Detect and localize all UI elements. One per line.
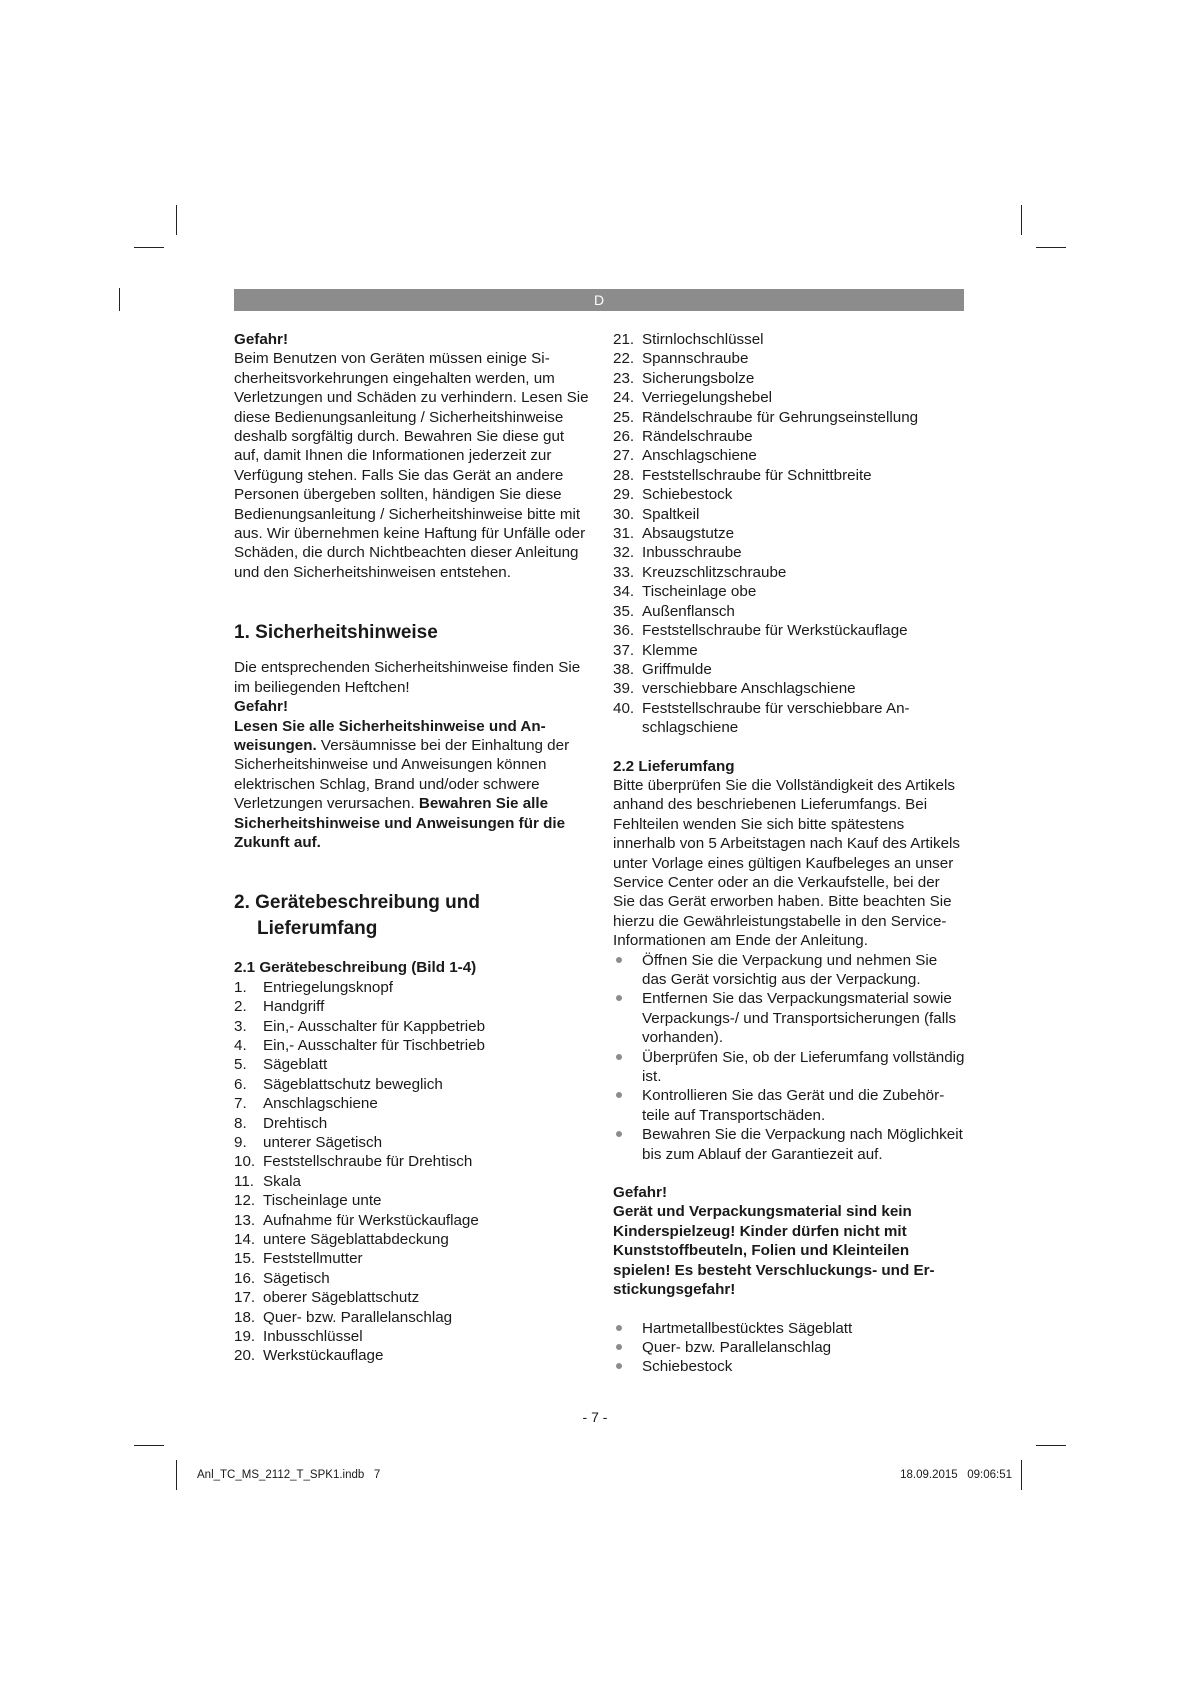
part-number: 33. bbox=[613, 563, 635, 581]
part-number: 28. bbox=[613, 466, 635, 484]
section-1-title: Sicherheitshinweise bbox=[255, 622, 438, 644]
part-label: oberer Sägeblattschutz bbox=[263, 1289, 420, 1307]
part-number: 27. bbox=[613, 447, 635, 465]
section-1-intro: Die entsprechenden Sicherheitshinweise finden Sie im beiliegenden Heftchen! bbox=[234, 659, 581, 696]
bullet-text: Bewahren Sie die Verpackung nach Möglichkeit bis zum Ablauf der Garantiezeit auf. bbox=[642, 1126, 963, 1163]
part-number: 2. bbox=[234, 998, 247, 1016]
part-label: Kreuzschlitzschraube bbox=[642, 563, 787, 581]
part-number: 12. bbox=[234, 1192, 256, 1210]
part-list-item bbox=[234, 1172, 589, 1191]
part-list-item bbox=[234, 978, 589, 997]
part-label: Skala bbox=[263, 1172, 301, 1190]
part-label: Inbusschlüssel bbox=[263, 1328, 363, 1346]
part-list-item bbox=[613, 330, 965, 349]
bullet-text: Entfernen Sie das Verpackungsmaterial sowie Verpackungs-/ und Transportsicherungen (falls vorhanden). bbox=[642, 990, 957, 1047]
bullet-list-item bbox=[613, 951, 965, 990]
part-label: Spaltkeil bbox=[642, 505, 700, 523]
part-list-item bbox=[234, 1308, 589, 1327]
warning-heading: Gefahr! bbox=[613, 1184, 668, 1202]
crop-mark bbox=[1036, 1445, 1066, 1446]
part-list-item bbox=[613, 369, 965, 388]
part-number: 32. bbox=[613, 544, 635, 562]
page-number: - 7 - bbox=[582, 1409, 608, 1425]
part-label: Rändelschraube bbox=[642, 428, 753, 446]
part-label: Stirnlochschlüssel bbox=[642, 331, 764, 348]
warning-text: Gerät und Verpackungsmaterial sind kein Kinderspielzeug! Kinder dürfen nicht mit Kunststoffbeuteln, Folien und Kleinteilen spielen! Es besteht Verschluckungs- und Erstickungsgefahr! bbox=[613, 1203, 935, 1299]
language-header-bar bbox=[234, 289, 964, 311]
bullet-list-item bbox=[613, 1319, 965, 1338]
crop-mark bbox=[176, 205, 177, 235]
bullet-list-item bbox=[613, 1086, 965, 1125]
part-number: 20. bbox=[234, 1347, 256, 1365]
part-list-item bbox=[613, 349, 965, 368]
part-list-item bbox=[234, 1346, 589, 1365]
section-1-normal: Versäumnisse bei der Einhaltung der Sicherheitshinweise und Anweisungen können elektrischen Schlag, Brand und/oder schwere Verletzungen verursachen. bbox=[234, 736, 570, 813]
part-label: Drehtisch bbox=[263, 1114, 328, 1132]
part-number: 31. bbox=[613, 525, 635, 543]
part-list-item bbox=[234, 1249, 589, 1268]
part-number: 8. bbox=[234, 1114, 247, 1132]
part-label: Sägeblatt bbox=[263, 1056, 328, 1074]
footer-file-name: Anl_TC_MS_2112_T_SPK1.indb 7 bbox=[197, 1469, 381, 1481]
bullet-text: Hartmetallbestücktes Sägeblatt bbox=[642, 1319, 853, 1337]
part-list-item bbox=[613, 408, 965, 427]
part-label: Spannschraube bbox=[642, 350, 749, 368]
parts-list-left bbox=[234, 978, 589, 1366]
part-label: Werkstückauflage bbox=[263, 1347, 384, 1365]
part-list-item bbox=[234, 1036, 589, 1055]
left-column bbox=[234, 330, 589, 1366]
part-list-item bbox=[234, 1055, 589, 1074]
part-list-item bbox=[234, 1094, 589, 1113]
part-number: 7. bbox=[234, 1095, 247, 1113]
section-1-bold-a: Lesen Sie alle Sicherheitshinweise und Anweisungen. bbox=[234, 717, 546, 754]
section-2-heading bbox=[234, 890, 589, 942]
right-column bbox=[613, 330, 965, 1377]
subsection-2-1-title: 2.1 Gerätebeschreibung (Bild 1-4) bbox=[234, 959, 477, 977]
part-label: Entriegelungsknopf bbox=[263, 978, 394, 996]
part-number: 13. bbox=[234, 1211, 256, 1229]
scope-of-delivery-list bbox=[613, 1319, 965, 1377]
part-label: Feststellschraube für Drehtisch bbox=[263, 1153, 473, 1171]
crop-mark bbox=[119, 288, 120, 311]
language-code: D bbox=[593, 292, 605, 308]
part-number: 5. bbox=[234, 1056, 247, 1074]
section-1-danger-heading: Gefahr! bbox=[234, 698, 289, 716]
bullet-list-item bbox=[613, 1048, 965, 1087]
part-number: 1. bbox=[234, 978, 247, 996]
part-number: 16. bbox=[234, 1269, 256, 1287]
bullet-list-item bbox=[613, 1357, 965, 1376]
part-list-item bbox=[234, 1230, 589, 1249]
part-number: 36. bbox=[613, 622, 635, 640]
part-number: 37. bbox=[613, 641, 635, 659]
part-label: unterer Sägetisch bbox=[263, 1134, 383, 1151]
section-1-bold-b: Bewahren Sie alle Sicherheitshinweise und Anweisungen für die Zukunft auf. bbox=[234, 795, 566, 851]
subsection-2-2-title: 2.2 Lieferumfang bbox=[613, 757, 735, 775]
part-label: Außenflansch bbox=[642, 602, 735, 620]
part-number: 19. bbox=[234, 1328, 256, 1346]
part-label: Schiebestock bbox=[642, 486, 733, 504]
part-label: Sicherungsbolze bbox=[642, 369, 755, 387]
part-label: Absaugstutze bbox=[642, 525, 735, 543]
part-list-item bbox=[613, 641, 965, 660]
part-number: 40. bbox=[613, 699, 635, 717]
part-number: 35. bbox=[613, 602, 635, 620]
part-number: 23. bbox=[613, 369, 635, 387]
section-2-title-line-2: Lieferumfang bbox=[257, 918, 378, 940]
part-number: 17. bbox=[234, 1289, 256, 1307]
part-number: 14. bbox=[234, 1231, 256, 1249]
part-list-item bbox=[234, 1211, 589, 1230]
part-number: 38. bbox=[613, 660, 635, 678]
part-label: Feststellschraube für verschiebbare Anschlagschiene bbox=[642, 699, 910, 737]
crop-mark bbox=[134, 1445, 164, 1446]
crop-mark bbox=[176, 1460, 177, 1490]
part-label: Sägetisch bbox=[263, 1269, 330, 1287]
crop-mark bbox=[1021, 1460, 1022, 1490]
bullet-icon bbox=[616, 1054, 622, 1060]
bullet-icon bbox=[616, 1344, 622, 1350]
bullet-icon bbox=[616, 957, 622, 963]
bullet-text: Öffnen Sie die Verpackung und nehmen Sie das Gerät vorsichtig aus der Verpackung. bbox=[642, 951, 938, 988]
part-number: 3. bbox=[234, 1017, 247, 1035]
bullet-text: Kontrollieren Sie das Gerät und die Zubehörteile auf Transportschäden. bbox=[642, 1087, 945, 1124]
part-list-item bbox=[234, 997, 589, 1016]
part-list-item bbox=[234, 1075, 589, 1094]
part-number: 26. bbox=[613, 428, 635, 446]
part-list-item bbox=[613, 582, 965, 601]
part-list-item bbox=[613, 524, 965, 543]
part-label: Feststellschraube für Werkstückauflage bbox=[642, 622, 908, 640]
part-number: 4. bbox=[234, 1036, 247, 1054]
part-number: 6. bbox=[234, 1075, 247, 1093]
part-label: Feststellschraube für Schnittbreite bbox=[642, 466, 872, 484]
crop-mark bbox=[1036, 247, 1066, 248]
part-number: 29. bbox=[613, 486, 635, 504]
part-list-item bbox=[613, 427, 965, 446]
bullet-icon bbox=[616, 1363, 622, 1369]
crop-mark bbox=[1021, 205, 1022, 235]
bullet-list-item bbox=[613, 1338, 965, 1357]
part-list-item bbox=[613, 466, 965, 485]
part-list-item bbox=[234, 1269, 589, 1288]
footer-timestamp: 18.09.2015 09:06:51 bbox=[900, 1469, 1012, 1481]
part-list-item bbox=[613, 388, 965, 407]
bullet-icon bbox=[616, 1325, 622, 1331]
danger-heading: Gefahr! bbox=[234, 331, 289, 348]
part-list-item bbox=[613, 446, 965, 465]
part-label: Rändelschraube für Gehrungseinstellung bbox=[642, 408, 919, 426]
part-number: 15. bbox=[234, 1250, 256, 1268]
bullet-text: Schiebestock bbox=[642, 1358, 733, 1376]
part-list-item bbox=[613, 621, 965, 640]
danger-text: Beim Benutzen von Geräten müssen einige Sicherheitsvorkehrungen eingehalten werden, um Verletzungen und Schäden zu verhindern. Lesen Sie diese Bedienungsanleitung / Sicherheitshinweise deshalb sorgfältig durch. Bewahren Sie diese gut auf, damit Ihnen die Informationen jederzeit zur Verfügung stehen. Falls Sie das Gerät an andere Personen übergeben sollten, händigen Sie diese Bedienungsanleitung / Sicherheitshinweise bitte mit aus. Wir übernehmen keine Haftung für Unfälle oder Schäden, die durch Nichtbeachten dieser Anleitung und den Sicherheitshinweisen entstehen. bbox=[234, 350, 589, 581]
bullet-list-item bbox=[613, 989, 965, 1047]
part-number: 34. bbox=[613, 583, 635, 601]
part-list-item bbox=[234, 1133, 589, 1152]
part-list-item bbox=[234, 1017, 589, 1036]
part-label: Sägeblattschutz beweglich bbox=[263, 1075, 443, 1093]
part-label: Handgriff bbox=[263, 998, 325, 1016]
crop-mark bbox=[134, 247, 164, 248]
part-list-item bbox=[613, 602, 965, 621]
part-label: Ein,- Ausschalter für Kappbetrieb bbox=[263, 1017, 486, 1035]
part-list-item bbox=[234, 1191, 589, 1210]
part-label: Quer- bzw. Parallelanschlag bbox=[263, 1308, 453, 1326]
part-label: untere Sägeblattabdeckung bbox=[263, 1231, 449, 1249]
part-label: Griffmulde bbox=[642, 660, 712, 678]
part-label: Aufnahme für Werkstückauflage bbox=[263, 1211, 479, 1229]
delivery-text: Bitte überprüfen Sie die Vollständigkeit des Artikels anhand des beschriebenen Lieferumfangs. Bei Fehlteilen wenden Sie sich bitte spätestens innerhalb von 5 Arbeitstagen nach Kauf des Artikels unter Vorlage eines gültigen Kaufbeleges an unser Service Center oder an die Verkaufstelle, bei der Sie das Gerät erworben haben. Bitte beachten Sie hierzu die Gewährleistungstabelle in den Service-Informationen am Ende der Anleitung. bbox=[613, 776, 961, 950]
section-1-warning-paragraph bbox=[234, 717, 589, 853]
part-number: 10. bbox=[234, 1153, 256, 1171]
part-label: Ein,- Ausschalter für Tischbetrieb bbox=[263, 1036, 486, 1054]
bullet-text: Überprüfen Sie, ob der Lieferumfang vollständig ist. bbox=[642, 1048, 965, 1086]
parts-list-right bbox=[613, 330, 965, 738]
part-list-item bbox=[234, 1152, 589, 1171]
part-label: Klemme bbox=[642, 641, 698, 659]
bullet-icon bbox=[616, 1092, 622, 1098]
part-list-item bbox=[613, 660, 965, 679]
part-label: Feststellmutter bbox=[263, 1250, 363, 1268]
part-number: 25. bbox=[613, 408, 635, 426]
part-number: 39. bbox=[613, 680, 635, 698]
part-list-item bbox=[234, 1327, 589, 1346]
part-label: Inbusschraube bbox=[642, 544, 742, 562]
part-list-item bbox=[234, 1288, 589, 1307]
delivery-steps-list bbox=[613, 951, 965, 1164]
part-number: 18. bbox=[234, 1308, 256, 1326]
bullet-text: Quer- bzw. Parallelanschlag bbox=[642, 1338, 832, 1356]
part-number: 21. bbox=[613, 331, 635, 348]
part-list-item bbox=[613, 679, 965, 698]
part-list-item bbox=[613, 485, 965, 504]
part-label: Anschlagschiene bbox=[263, 1095, 378, 1113]
part-number: 30. bbox=[613, 505, 635, 523]
section-2-title-line-1: 2. Gerätebeschreibung und bbox=[234, 892, 480, 914]
part-list-item bbox=[613, 563, 965, 582]
part-number: 11. bbox=[234, 1172, 254, 1190]
part-list-item bbox=[613, 505, 965, 524]
part-list-item bbox=[613, 543, 965, 562]
bullet-icon bbox=[616, 1131, 622, 1137]
part-label: Tischeinlage unte bbox=[263, 1192, 382, 1210]
bullet-list-item bbox=[613, 1125, 965, 1164]
part-label: Verriegelungshebel bbox=[642, 389, 773, 407]
bullet-icon bbox=[616, 995, 622, 1001]
part-list-item bbox=[234, 1114, 589, 1133]
section-1-heading bbox=[234, 620, 589, 646]
part-number: 22. bbox=[613, 350, 635, 368]
section-1-number: 1. bbox=[234, 622, 250, 644]
part-number: 9. bbox=[234, 1134, 247, 1151]
part-label: Anschlagschiene bbox=[642, 447, 757, 465]
part-label: Tischeinlage obe bbox=[642, 583, 757, 601]
part-list-item bbox=[613, 699, 965, 738]
part-label: verschiebbare Anschlagschiene bbox=[642, 680, 856, 698]
part-number: 24. bbox=[613, 389, 635, 407]
